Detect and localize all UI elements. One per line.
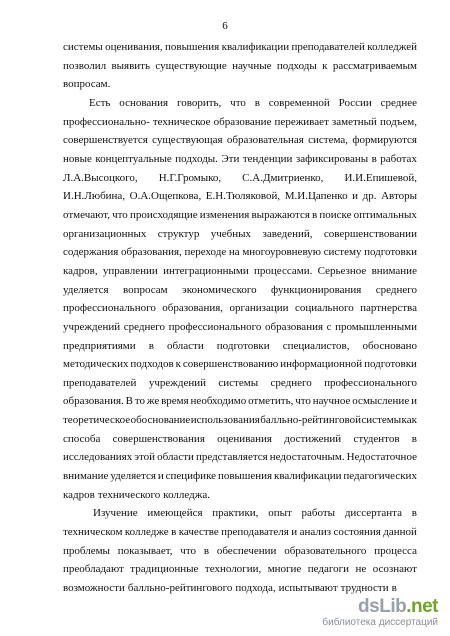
word: совершенствуется bbox=[63, 134, 148, 147]
word: профессионально- bbox=[63, 115, 150, 128]
word: среднего bbox=[123, 320, 165, 333]
word: системы bbox=[63, 41, 103, 53]
word: на bbox=[228, 246, 240, 259]
word: обосновано bbox=[362, 339, 417, 352]
word: организационных bbox=[63, 227, 147, 240]
watermark-logo bbox=[316, 597, 438, 617]
word: традиционные bbox=[130, 563, 199, 576]
watermark-logo-accent: .net bbox=[406, 596, 438, 617]
word: данной bbox=[383, 526, 417, 539]
word: педагоги bbox=[307, 563, 350, 576]
word: отмечают, bbox=[63, 208, 110, 221]
text-line bbox=[63, 337, 417, 356]
text-line bbox=[63, 542, 417, 561]
word: специалистов, bbox=[282, 339, 350, 352]
word: повышения bbox=[217, 470, 273, 483]
word: новые bbox=[63, 152, 92, 165]
word: преподавателей bbox=[291, 41, 365, 53]
word: к bbox=[322, 59, 328, 72]
word: достижений bbox=[284, 432, 342, 445]
word: профессионального bbox=[168, 320, 262, 333]
text-line bbox=[63, 299, 417, 318]
word: в bbox=[312, 208, 318, 221]
word: переходе bbox=[184, 246, 227, 259]
word: образовательного bbox=[284, 544, 367, 557]
word: основания bbox=[119, 96, 169, 109]
word: этой bbox=[134, 451, 156, 464]
word: зафиксированы bbox=[295, 152, 369, 165]
word: В bbox=[125, 395, 133, 408]
word: в bbox=[371, 152, 377, 165]
word: И.И.Епишевой, bbox=[344, 171, 417, 184]
word: в bbox=[411, 507, 417, 520]
word: в bbox=[148, 339, 154, 352]
word: в bbox=[391, 582, 397, 595]
body-text bbox=[63, 38, 417, 608]
word: состояния bbox=[333, 526, 381, 539]
word: социального bbox=[294, 302, 354, 315]
word: подготовки bbox=[364, 358, 417, 371]
word: осознают bbox=[372, 563, 417, 576]
word: существующие bbox=[155, 59, 227, 72]
word: партнерства bbox=[360, 302, 417, 315]
word: оценивания, bbox=[105, 41, 163, 53]
word: С.А.Дмитриенко, bbox=[242, 171, 324, 184]
word: вопросам bbox=[122, 283, 168, 296]
word: Л.А.Высоцкого, bbox=[63, 171, 138, 184]
word: предприятиями bbox=[63, 339, 136, 352]
word: совершенствования bbox=[112, 432, 205, 445]
word: подходы. bbox=[175, 152, 218, 165]
word: недостаточным. bbox=[269, 451, 345, 464]
word: колледжа. bbox=[163, 488, 210, 501]
word: промышленными bbox=[335, 320, 417, 333]
word: заметный bbox=[331, 115, 377, 128]
word: обоснование bbox=[130, 414, 191, 427]
text-line bbox=[63, 411, 417, 430]
word: преподавателей bbox=[63, 376, 137, 389]
word: возможности bbox=[63, 582, 125, 595]
word: оценивания bbox=[217, 432, 272, 445]
word: образования bbox=[265, 320, 324, 333]
word: что bbox=[295, 395, 311, 408]
word: балльно-рейтинговой bbox=[260, 414, 361, 427]
text-line bbox=[63, 262, 417, 281]
word: подготовки bbox=[364, 246, 417, 259]
word: имеющейся bbox=[147, 507, 203, 520]
word: переживает bbox=[274, 115, 329, 128]
word: Есть bbox=[89, 96, 111, 109]
text-line bbox=[63, 430, 417, 449]
text-line bbox=[63, 355, 417, 374]
text-line bbox=[63, 57, 417, 76]
word: профессионального bbox=[63, 302, 156, 315]
word: к bbox=[175, 358, 181, 371]
word: говорить, bbox=[176, 96, 222, 109]
word: в bbox=[411, 432, 417, 445]
word: что bbox=[180, 544, 196, 557]
word: внимание bbox=[63, 470, 109, 483]
word: образования, bbox=[121, 246, 182, 259]
word: Недостаточное bbox=[346, 451, 417, 464]
text-line bbox=[63, 113, 417, 132]
word: необходимо bbox=[190, 395, 247, 408]
word: в bbox=[171, 526, 177, 539]
word: балльно-рейтингового bbox=[127, 582, 233, 595]
word: анализ bbox=[299, 526, 332, 539]
word: концептуальные bbox=[95, 152, 172, 165]
word: процесса bbox=[374, 544, 417, 557]
text-line bbox=[63, 187, 417, 206]
word: кадров, bbox=[63, 264, 98, 277]
word: внимание bbox=[371, 264, 417, 277]
word: функционирования bbox=[270, 283, 362, 296]
word: колледже bbox=[124, 526, 169, 539]
text-line bbox=[63, 243, 417, 262]
word: информационной bbox=[280, 358, 363, 371]
word: выявить bbox=[111, 59, 151, 72]
word: подходов bbox=[130, 358, 174, 371]
word: осмысление bbox=[352, 395, 410, 408]
text-line bbox=[63, 206, 417, 225]
word: Серьезное bbox=[317, 264, 367, 277]
word: оптимальных bbox=[353, 208, 417, 221]
word: качестве bbox=[178, 526, 219, 539]
word: Е.Н.Тюляковой, bbox=[205, 190, 281, 203]
word: подходы bbox=[276, 59, 317, 72]
word: же bbox=[146, 395, 160, 408]
word: квалификации bbox=[221, 41, 290, 53]
text-line bbox=[63, 281, 417, 300]
text-line bbox=[63, 318, 417, 337]
word: с bbox=[326, 320, 332, 333]
word: представляется bbox=[195, 451, 268, 464]
word: и bbox=[411, 395, 417, 408]
word: современной bbox=[268, 96, 330, 109]
word: выражаются bbox=[251, 208, 310, 221]
word: и bbox=[291, 526, 298, 539]
word: исследованиях bbox=[63, 451, 133, 464]
word: преобладают bbox=[63, 563, 124, 576]
word: рассматриваемым bbox=[332, 59, 417, 72]
word: как bbox=[401, 414, 417, 427]
word: уделяется bbox=[63, 283, 109, 296]
word: экономического bbox=[181, 283, 257, 296]
word: подготовки bbox=[216, 339, 270, 352]
word: поиске bbox=[319, 208, 352, 221]
watermark bbox=[312, 595, 440, 630]
word: в bbox=[203, 544, 210, 557]
word: уделяется bbox=[110, 470, 156, 483]
word: технологии, bbox=[204, 563, 262, 576]
text-line bbox=[63, 374, 417, 393]
word: многоуровневую bbox=[242, 246, 321, 259]
text-line bbox=[63, 523, 417, 542]
word: подъем, bbox=[380, 115, 417, 128]
text-line bbox=[63, 150, 417, 169]
word: техническом bbox=[63, 526, 123, 539]
word: работы bbox=[301, 507, 336, 520]
word: структур bbox=[157, 227, 200, 240]
word: методических bbox=[63, 358, 129, 371]
word: теоретическое bbox=[63, 414, 131, 427]
word: существующая bbox=[152, 134, 223, 147]
word: система, bbox=[308, 134, 349, 147]
word: преподавателя bbox=[221, 526, 289, 539]
text-line bbox=[63, 38, 417, 57]
text-line bbox=[63, 486, 417, 505]
word: заведений, bbox=[262, 227, 313, 240]
word: практики, bbox=[212, 507, 259, 520]
word: студентов bbox=[353, 432, 400, 445]
text-line bbox=[63, 504, 417, 523]
word: учебных bbox=[210, 227, 252, 240]
word: подхода, bbox=[235, 582, 276, 595]
word: совершенствовании bbox=[323, 227, 417, 240]
text-line bbox=[63, 392, 417, 411]
text-line bbox=[63, 467, 417, 486]
word: системы bbox=[218, 376, 259, 389]
word: И.Н.Любина, bbox=[63, 190, 126, 203]
word: среднее bbox=[380, 96, 417, 109]
text-line bbox=[63, 94, 417, 113]
word: области bbox=[166, 339, 204, 352]
word: повышения bbox=[165, 41, 220, 53]
text-line bbox=[63, 75, 417, 94]
word: в bbox=[254, 96, 260, 109]
word: научное bbox=[312, 395, 351, 408]
word: работах bbox=[380, 152, 417, 165]
word: тенденции bbox=[242, 152, 293, 165]
word: трудности bbox=[340, 582, 389, 595]
word: среднего bbox=[375, 283, 417, 296]
text-line bbox=[63, 560, 417, 579]
word: что bbox=[112, 208, 128, 221]
word: организации bbox=[229, 302, 289, 315]
word: что bbox=[230, 96, 246, 109]
word: образование bbox=[213, 115, 272, 128]
word: О.А.Ощепкова, bbox=[129, 190, 202, 203]
word: процессами. bbox=[254, 264, 313, 277]
word: опыт bbox=[268, 507, 292, 520]
text-line bbox=[63, 448, 417, 467]
word: квалификации bbox=[274, 470, 342, 483]
word: время bbox=[161, 395, 189, 408]
word: совершенствованию bbox=[182, 358, 279, 371]
word: среднего bbox=[270, 376, 312, 389]
word: формируются bbox=[352, 134, 417, 147]
word: управлении bbox=[102, 264, 158, 277]
word: педагогических bbox=[343, 470, 417, 483]
text-line bbox=[63, 169, 417, 188]
word: Авторы bbox=[381, 190, 417, 203]
word: диссертанта bbox=[344, 507, 402, 520]
word: учреждений bbox=[63, 320, 121, 333]
text-line bbox=[63, 131, 417, 150]
word: технического bbox=[97, 488, 161, 501]
word: позволил bbox=[63, 59, 107, 72]
word: интеграционными bbox=[163, 264, 249, 277]
watermark-subtitle: библиотека диссертаций bbox=[322, 617, 438, 628]
word: образовательная bbox=[226, 134, 304, 147]
word: систему bbox=[323, 246, 362, 259]
word: изменения bbox=[199, 208, 250, 221]
word: учреждений bbox=[148, 376, 206, 389]
word: то bbox=[134, 395, 146, 408]
page-number: 6 bbox=[222, 20, 228, 32]
word: и bbox=[157, 470, 164, 483]
word: происходящие bbox=[129, 208, 198, 221]
word: многие bbox=[267, 563, 302, 576]
word: России bbox=[338, 96, 372, 109]
word: научные bbox=[232, 59, 272, 72]
word: техническое bbox=[152, 115, 211, 128]
word: колледжей bbox=[367, 41, 417, 53]
word: обеспечении bbox=[216, 544, 277, 557]
word: образования. bbox=[63, 395, 124, 408]
watermark-logo-main: dsLib bbox=[358, 596, 407, 617]
word: профессионального bbox=[324, 376, 417, 389]
word: специфике bbox=[165, 470, 217, 483]
word: не bbox=[355, 563, 367, 576]
word: содержания bbox=[63, 246, 119, 259]
word: вопросам. bbox=[63, 78, 111, 91]
word: использования bbox=[190, 414, 260, 427]
word: показывает, bbox=[117, 544, 173, 557]
text-line bbox=[63, 225, 417, 244]
word: образования, bbox=[162, 302, 224, 315]
word: Эти bbox=[221, 152, 240, 165]
word: кадров bbox=[63, 488, 95, 501]
word: системы bbox=[361, 414, 402, 427]
word: др. bbox=[362, 190, 377, 203]
word: и bbox=[352, 190, 359, 203]
word: М.И.Цапенко bbox=[284, 190, 348, 203]
word: области bbox=[157, 451, 194, 464]
word: Изучение bbox=[93, 507, 138, 520]
word: Н.Г.Громыко, bbox=[158, 171, 222, 184]
word: способа bbox=[63, 432, 101, 445]
word: проблемы bbox=[63, 544, 110, 557]
word: испытывают bbox=[278, 582, 338, 595]
word: отметить, bbox=[248, 395, 294, 408]
